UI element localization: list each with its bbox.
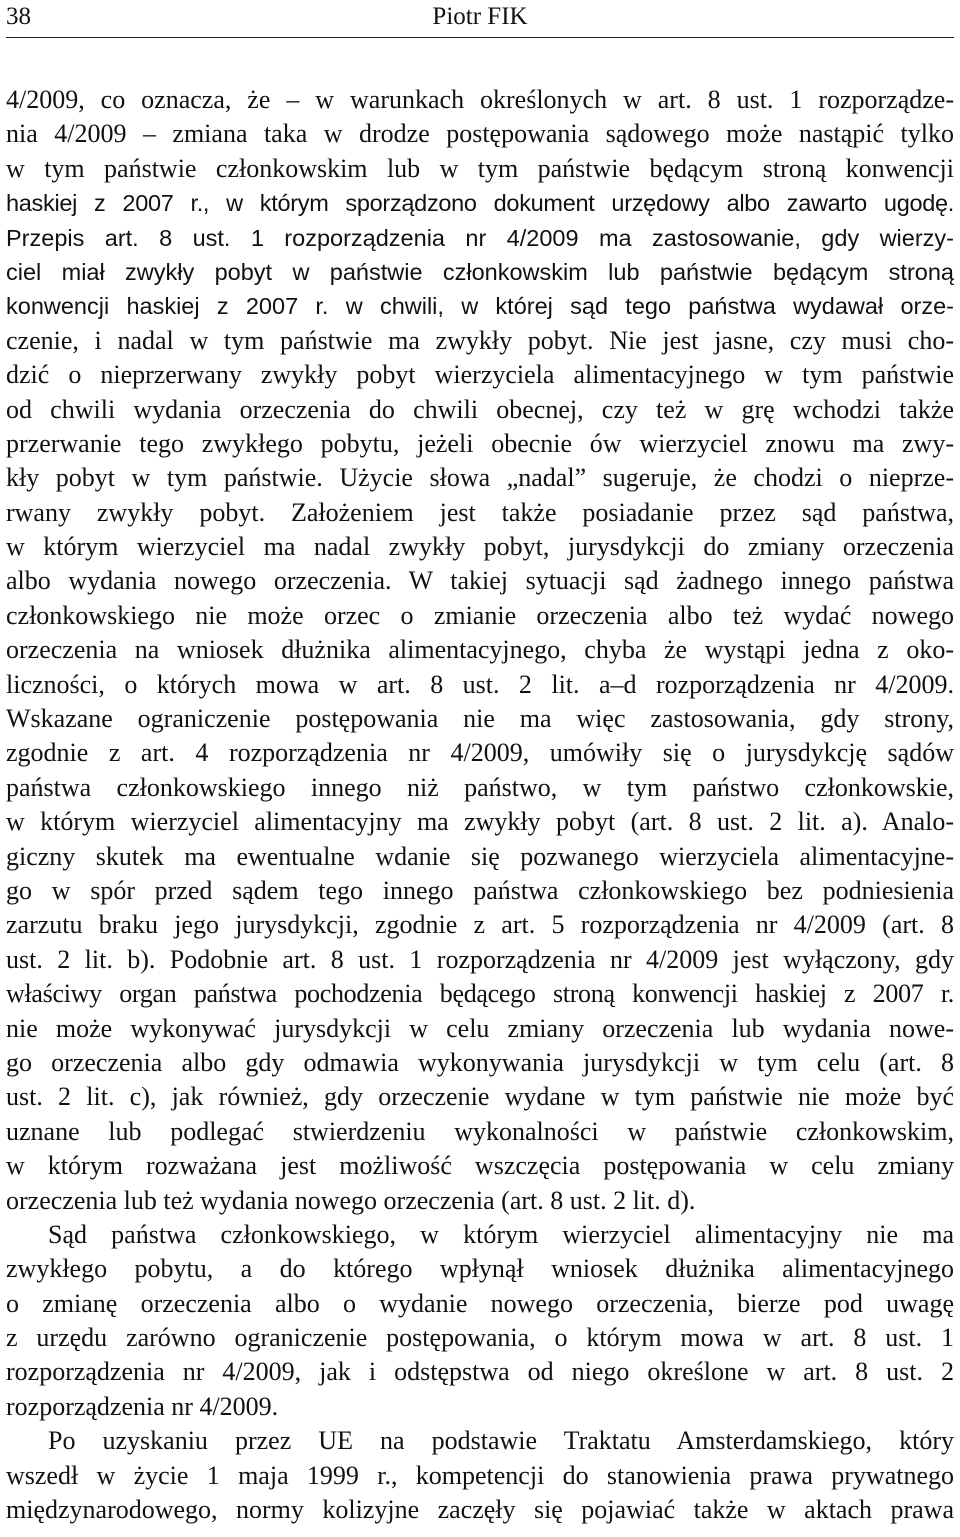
text-line: rozporządzenia nr 4/2009. bbox=[6, 1391, 279, 1421]
text-line: nie może wykonywać jurysdykcji w celu zmiany orzeczenia lub wydania nowe- bbox=[6, 1013, 954, 1043]
text-line: w tym państwie członkowskim lub w tym państwie będącym stroną konwencji bbox=[6, 153, 954, 183]
text-line: o zmianę orzeczenia albo o wydanie nowego orzeczenia, bierze pod uwagę bbox=[6, 1288, 954, 1318]
text-line: zarzutu braku jego jurysdykcji, zgodnie z art. 5 rozporządzenia nr 4/2009 (art. 8 bbox=[6, 910, 954, 940]
text-line: 4/2009, co oznacza, że – w warunkach określonych w art. 8 ust. 1 rozporządze- bbox=[6, 85, 954, 114]
text-line: wszedł w życie 1 maja 1999 r., kompetencji do stanowienia prawa prywatnego bbox=[6, 1460, 954, 1490]
text-line: albo wydania nowego orzeczenia. W takiej sytuacji sąd żadnego innego państwa bbox=[6, 566, 954, 596]
text-line: przerwanie tego zwykłego pobytu, jeżeli obecnie ów wierzyciel znowu ma zwy- bbox=[6, 428, 954, 458]
text-line: Sąd państwa członkowskiego, w którym wierzyciel alimentacyjny nie ma bbox=[48, 1219, 954, 1249]
text-line: kły pobyt w tym państwie. Użycie słowa „nadal” sugeruje, że chodzi o nieprze- bbox=[6, 463, 954, 493]
text-line: Po uzyskaniu przez UE na podstawie Traktatu Amsterdamskiego, który bbox=[48, 1426, 954, 1456]
running-header bbox=[6, 0, 954, 38]
text-line: uznane lub podlegać stwierdzeniu wykonalności w państwie członkowskim, bbox=[6, 1116, 954, 1146]
text-line: rwany zwykły pobyt. Założeniem jest także posiadanie przez sąd państwa, bbox=[6, 497, 954, 527]
text-line: konwencji haskiej z 2007 r. w chwili, w której sąd tego państwa wydawał orze- bbox=[6, 293, 954, 320]
text-line: nia 4/2009 – zmiana taka w drodze postępowania sądowego może nastąpić tylko bbox=[6, 119, 954, 149]
text-line: ust. 2 lit. c), jak również, gdy orzeczenie wydane w tym państwie nie może być bbox=[6, 1082, 954, 1112]
text-line: go w spór przed sądem tego innego państwa członkowskiego bez podniesienia bbox=[6, 875, 954, 905]
text-line: giczny skutek ma ewentualne wdanie się pozwanego wierzyciela alimentacyjne- bbox=[6, 841, 954, 871]
text-line: orzeczenia na wniosek dłużnika alimentacyjnego, chyba że wystąpi jedna z oko- bbox=[6, 635, 954, 665]
text-line: w którym wierzyciel alimentacyjny ma zwykły pobyt (art. 8 ust. 2 lit. a). Analo- bbox=[6, 807, 954, 837]
text-line: międzynarodowego, normy kolizyjne zaczęły się pojawiać także w aktach prawa bbox=[6, 1495, 954, 1525]
document-page bbox=[6, 0, 954, 1537]
text-line: rozporządzenia nr 4/2009, jak i odstępstwa od niego określone w art. 8 ust. 2 bbox=[6, 1357, 954, 1387]
text-line: orzeczenia lub też wydania nowego orzeczenia (art. 8 ust. 2 lit. d). bbox=[6, 1185, 696, 1215]
text-line: z urzędu zarówno ograniczenie postępowania, o którym mowa w art. 8 ust. 1 bbox=[6, 1323, 954, 1353]
text-line: dzić o nieprzerwany zwykły pobyt wierzyciela alimentacyjnego w tym państwie bbox=[6, 360, 954, 390]
text-line: ust. 2 lit. b). Podobnie art. 8 ust. 1 rozporządzenia nr 4/2009 jest wyłączony, gdy bbox=[6, 944, 954, 974]
text-line: liczności, o których mowa w art. 8 ust. 2 lit. a–d rozporządzenia nr 4/2009. bbox=[6, 669, 954, 699]
text-line: właściwy organ państwa pochodzenia będącego stroną konwencji haskiej z 2007 r. bbox=[6, 979, 954, 1009]
text-line: haskiej z 2007 r., w którym sporządzono dokument urzędowy albo zawarto ugodę. bbox=[6, 190, 954, 217]
text-line: w którym rozważana jest możliwość wszczęcia postępowania w celu zmiany bbox=[6, 1151, 954, 1181]
text-line: Wskazane ograniczenie postępowania nie ma więc zastosowania, gdy strony, bbox=[6, 704, 954, 734]
text-line: ciel miał zwykły pobyt w państwie członkowskim lub państwie będącym stroną bbox=[6, 258, 954, 285]
text-line: członkowskiego nie może orzec o zmianie orzeczenia albo też wydać nowego bbox=[6, 600, 954, 630]
text-line: zgodnie z art. 4 rozporządzenia nr 4/2009, umówiły się o jurysdykcję sądów bbox=[6, 738, 954, 768]
text-line: go orzeczenia albo gdy odmawia wykonywania jurysdykcji w tym celu (art. 8 bbox=[6, 1047, 954, 1077]
text-line: Przepis art. 8 ust. 1 rozporządzenia nr 4/2009 ma zastosowanie, gdy wierzy- bbox=[6, 224, 954, 251]
text-line: zwykłego pobytu, a do którego wpłynął wniosek dłużnika alimentacyjnego bbox=[6, 1254, 954, 1284]
text-line: państwa członkowskiego innego niż państwo, w tym państwo członkowskie, bbox=[6, 772, 954, 802]
running-head-author: Piotr FIK bbox=[432, 3, 528, 30]
text-line: od chwili wydania orzeczenia do chwili obecnej, czy też w grę wchodzi także bbox=[6, 394, 954, 424]
text-line: w którym wierzyciel ma nadal zwykły pobyt, jurysdykcji do zmiany orzeczenia bbox=[6, 532, 954, 562]
text-line: czenie, i nadal w tym państwie ma zwykły pobyt. Nie jest jasne, czy musi cho- bbox=[6, 325, 954, 355]
page-number: 38 bbox=[6, 3, 31, 30]
body-text bbox=[6, 83, 954, 1527]
